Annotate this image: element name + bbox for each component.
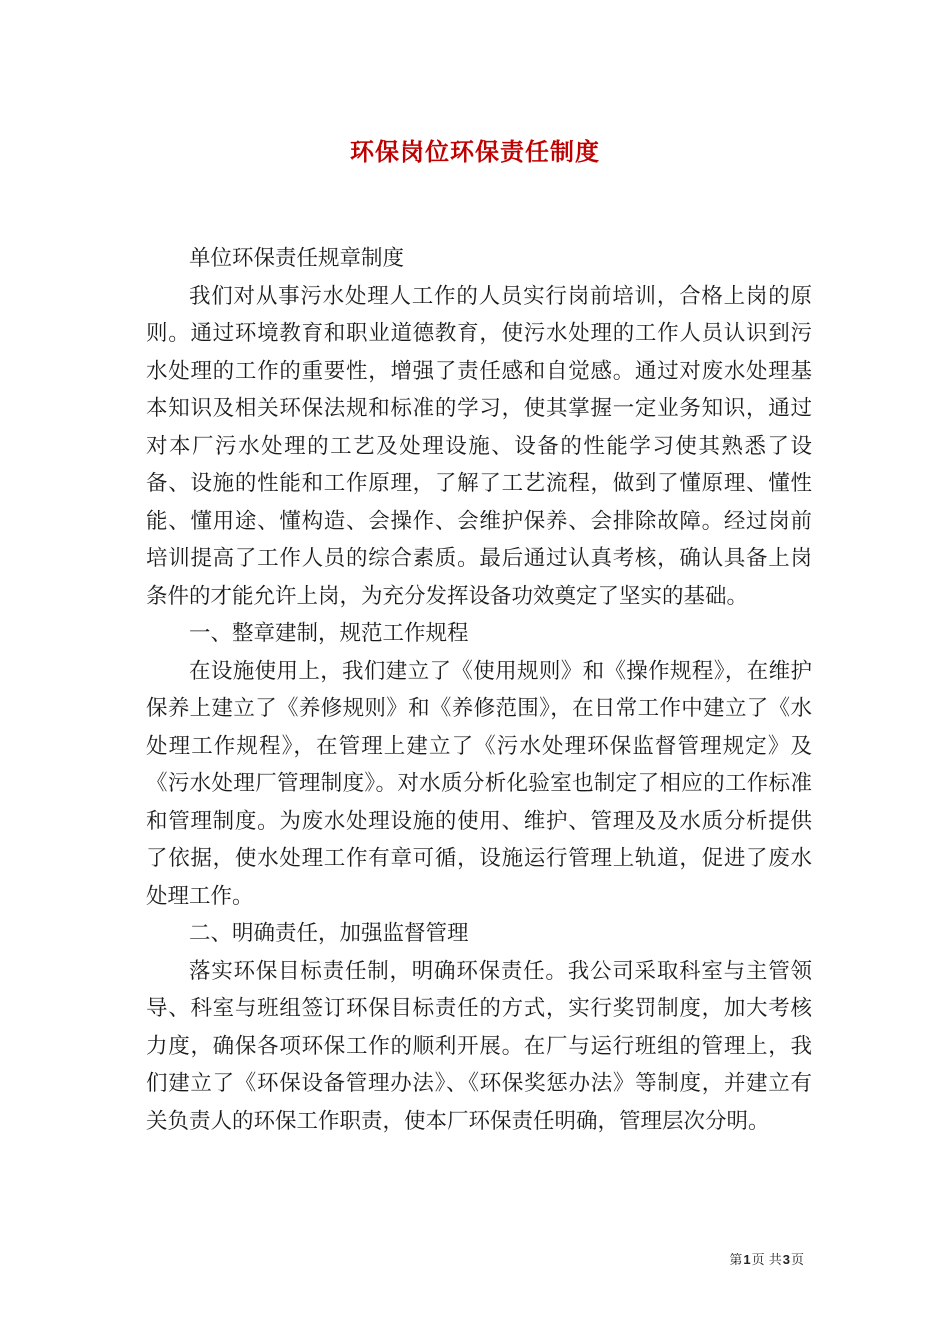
total-page-number: 3 [782,1252,790,1267]
body-paragraph: 落实环保目标责任制，明确环保责任。我公司采取科室与主管领导、科室与班组签订环保目标责任的方式，实行奖罚制度，加大考核力度，确保各项环保工作的顺利开展。在厂与运行班组的管理上，我们建立了《环保设备管理办法》、《环保奖惩办法》等制度，并建立有关负责人的环保工作职责，使本厂环保责任明确，管理层次分明。 [146,958,812,1134]
section-heading: 二、明确责任，加强监督管理 [189,921,469,946]
section-heading: 一、整章建制，规范工作规程 [189,621,469,646]
current-page-number: 1 [743,1252,751,1267]
page-number-footer [729,1249,804,1268]
footer-suffix: 页 [790,1253,804,1268]
document-title: 环保岗位环保责任制度 [350,137,600,166]
section-heading: 单位环保责任规章制度 [189,246,405,271]
footer-prefix: 第 [729,1253,743,1268]
document-body [146,240,812,1140]
body-paragraph: 我们对从事污水处理人工作的人员实行岗前培训，合格上岗的原则。通过环境教育和职业道德教育，使污水处理的工作人员认识到污水处理的工作的重要性，增强了责任感和自觉感。通过对废水处理基本知识及相关环保法规和标准的学习，使其掌握一定业务知识，通过对本厂污水处理的工艺及处理设施、设备的性能学习使其熟悉了设备、设施的性能和工作原理，了解了工艺流程，做到了懂原理、懂性能、懂用途、懂构造、会操作、会维护保养、会排除故障。经过岗前培训提高了工作人员的综合素质。最后通过认真考核，确认具备上岗条件的才能允许上岗，为充分发挥设备功效奠定了坚实的基础。 [146,283,812,609]
body-paragraph: 在设施使用上，我们建立了《使用规则》和《操作规程》，在维护保养上建立了《养修规则》和《养修范围》，在日常工作中建立了《水处理工作规程》，在管理上建立了《污水处理环保监督管理规定》及《污水处理厂管理制度》。对水质分析化验室也制定了相应的工作标准和管理制度。为废水处理设施的使用、维护、管理及及水质分析提供了依据，使水处理工作有章可循，设施运行管理上轨道，促进了废水处理工作。 [146,658,812,909]
footer-middle: 页 共 [751,1253,782,1268]
